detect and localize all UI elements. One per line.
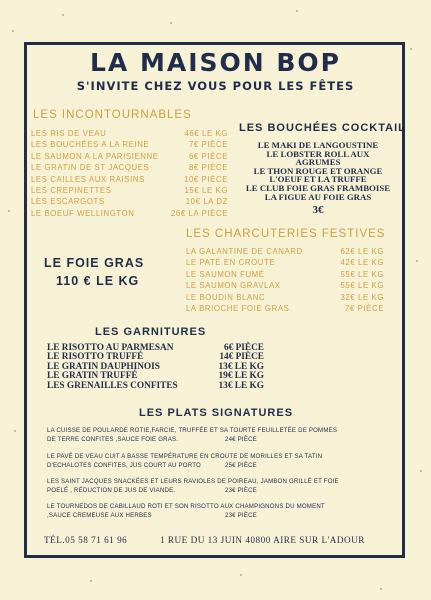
charcuterie-name: LA GALANTINE DE CANARD bbox=[186, 247, 303, 256]
restaurant-title: LA MAISON BOP bbox=[89, 48, 342, 77]
footer-address: 1 RUE DU 13 JUIN 40800 AIRE SUR L'ADOUR bbox=[160, 535, 365, 545]
cocktail-item: L'OEUF ET LA TRUFFE bbox=[269, 174, 367, 185]
cocktail-item: LE THON ROUGE ET ORANGE bbox=[253, 165, 383, 176]
incontournable-price: 10€ LA DZ bbox=[185, 197, 228, 207]
signature-line: LA CUISSE DE POULARDE ROTIE,FARCIE, TRUFFÉE ET SA TOURTE FEUILLETÉE DE POMMES bbox=[47, 427, 338, 434]
charcuterie-price: 7€ PIÈCE bbox=[344, 304, 384, 313]
signature-line: LE PAVÉ DE VEAU CUIT A BASSE TEMPÉRATURE EN CROUTE DE MORILLES ET SA TATIN bbox=[47, 453, 323, 460]
cocktail-item: LA FIGUE AU FOIE GRAS bbox=[264, 191, 372, 202]
incontournable-name: LES CAILLES AUX RAISINS bbox=[31, 174, 145, 184]
signatures-heading: LES PLATS SIGNATURES bbox=[139, 407, 294, 419]
garniture-name: LES GRENAILLES CONFITES bbox=[47, 380, 178, 391]
cocktail-price: 3€ bbox=[312, 204, 324, 216]
incontournables-heading: LES INCONTOURNABLES bbox=[33, 109, 192, 121]
charcuterie-price: 32€ LE KG bbox=[340, 292, 384, 302]
garniture-price: 13€ LE KG bbox=[218, 380, 264, 391]
garniture-price: 19€ LE KG bbox=[218, 371, 264, 382]
charcuterie-name: LE PATÉ EN CROUTE bbox=[186, 258, 276, 268]
garniture-name: LE RISOTTO TRUFFÉ bbox=[47, 352, 144, 363]
signature-line: D'ECHALOTES CONFITES, JUS COURT AU PORTO bbox=[47, 462, 201, 469]
signature-line: ,SAUCE CREMEUSE AUX HERBES bbox=[47, 512, 152, 519]
charcuterie-name: LE SAUMON FUMÉ bbox=[186, 269, 265, 279]
charcuterie-name: LA BRIOCHE FOIE GRAS bbox=[186, 304, 290, 313]
garniture-name: LE GRATIN DAUPHINOIS bbox=[47, 361, 160, 372]
charcuterie-name: LE SAUMON GRAVLAX bbox=[186, 281, 281, 291]
charcuterie-price: 42€ LE KG bbox=[340, 258, 384, 268]
incontournable-name: LE GRATIN DE ST JACQUES bbox=[31, 163, 150, 173]
charcuteries-heading: LES CHARCUTERIES FESTIVES bbox=[186, 228, 386, 240]
signature-line: DE TERRE CONFITES ,SAUCE FOIE GRAS. bbox=[47, 436, 179, 443]
signature-line: LE TOURNEDOS DE CABILLAUD ROTI ET SON RISOTTO AUX CHAMPIGNONS DU MOMENT bbox=[47, 503, 325, 510]
incontournable-name: LE BOEUF WELLINGTON bbox=[31, 208, 135, 218]
charcuterie-price: 62€ LE KG bbox=[340, 247, 384, 256]
garniture-price: 14€ PIÈCE bbox=[219, 352, 264, 363]
cocktail-heading: LES BOUCHÉES COCKTAIL bbox=[239, 122, 406, 134]
incontournable-price: 26€ LA PIÈCE bbox=[170, 208, 228, 218]
charcuterie-price: 55€ LE KG bbox=[340, 281, 384, 291]
incontournable-name: LES BOUCHÉES A LA REINE bbox=[31, 140, 150, 150]
garniture-name: LE RISOTTO AU PARMESAN bbox=[47, 343, 174, 353]
charcuterie-price: 55€ LE KG bbox=[340, 269, 384, 279]
incontournable-price: 10€ PIÈCE bbox=[184, 174, 228, 184]
incontournable-price: 15€ LE KG bbox=[184, 186, 228, 195]
signature-price: 25€ PIÈCE bbox=[225, 462, 257, 469]
cocktail-item: LE CLUB FOIE GRAS FRAMBOISE bbox=[245, 183, 391, 193]
restaurant-subtitle: S'INVITE CHEZ VOUS POUR LES FÊTES bbox=[76, 79, 355, 93]
foie-gras-label: LE FOIE GRAS bbox=[44, 256, 145, 270]
incontournable-price: 7€ PIÈCE bbox=[188, 140, 228, 150]
signature-line: LES SAINT JACQUES SNACKÉES ET LEURS RAVIOLES DE POIREAU, JAMBON GRILLÉ ET FOIE bbox=[47, 478, 339, 485]
charcuterie-name: LE BOUDIN BLANC bbox=[186, 292, 266, 302]
incontournable-price: 46€ LE KG bbox=[184, 129, 228, 138]
incontournable-price: 6€ PIÈCE bbox=[188, 151, 228, 161]
garnitures-heading: LES GARNITURES bbox=[95, 326, 207, 338]
cocktail-item: LE MAKI DE LANGOUSTINE bbox=[257, 140, 379, 150]
incontournable-name: LES CREPINETTES bbox=[31, 186, 112, 195]
garniture-price: 6€ PIÈCE bbox=[223, 343, 264, 353]
garniture-name: LE GRATIN TRUFFÉ bbox=[47, 371, 138, 382]
incontournable-name: LES ESCARGOTS bbox=[31, 197, 105, 207]
incontournable-price: 8€ PIÈCE bbox=[188, 163, 228, 173]
signature-line: POELÉ , RÉDUCTION DE JUS DE VIANDE. bbox=[47, 487, 176, 494]
incontournable-name: LE SAUMON A LA PARISIENNE bbox=[31, 151, 159, 161]
cocktail-item: LE LOBSTER ROLL AUX bbox=[266, 148, 370, 159]
garniture-price: 13€ LE KG bbox=[218, 361, 264, 372]
footer-phone: TÉL.05 58 71 61 96 bbox=[44, 535, 128, 545]
incontournable-name: LES RIS DE VEAU bbox=[31, 129, 107, 138]
foie-gras-price: 110 € LE KG bbox=[56, 274, 140, 288]
signature-price: 24€ PIÈCE bbox=[225, 436, 257, 443]
signature-price: 23€ PIÈCE bbox=[225, 487, 257, 494]
cocktail-item: AGRUMES bbox=[295, 157, 341, 168]
signature-price: 23€ PIÈCE bbox=[225, 512, 257, 519]
